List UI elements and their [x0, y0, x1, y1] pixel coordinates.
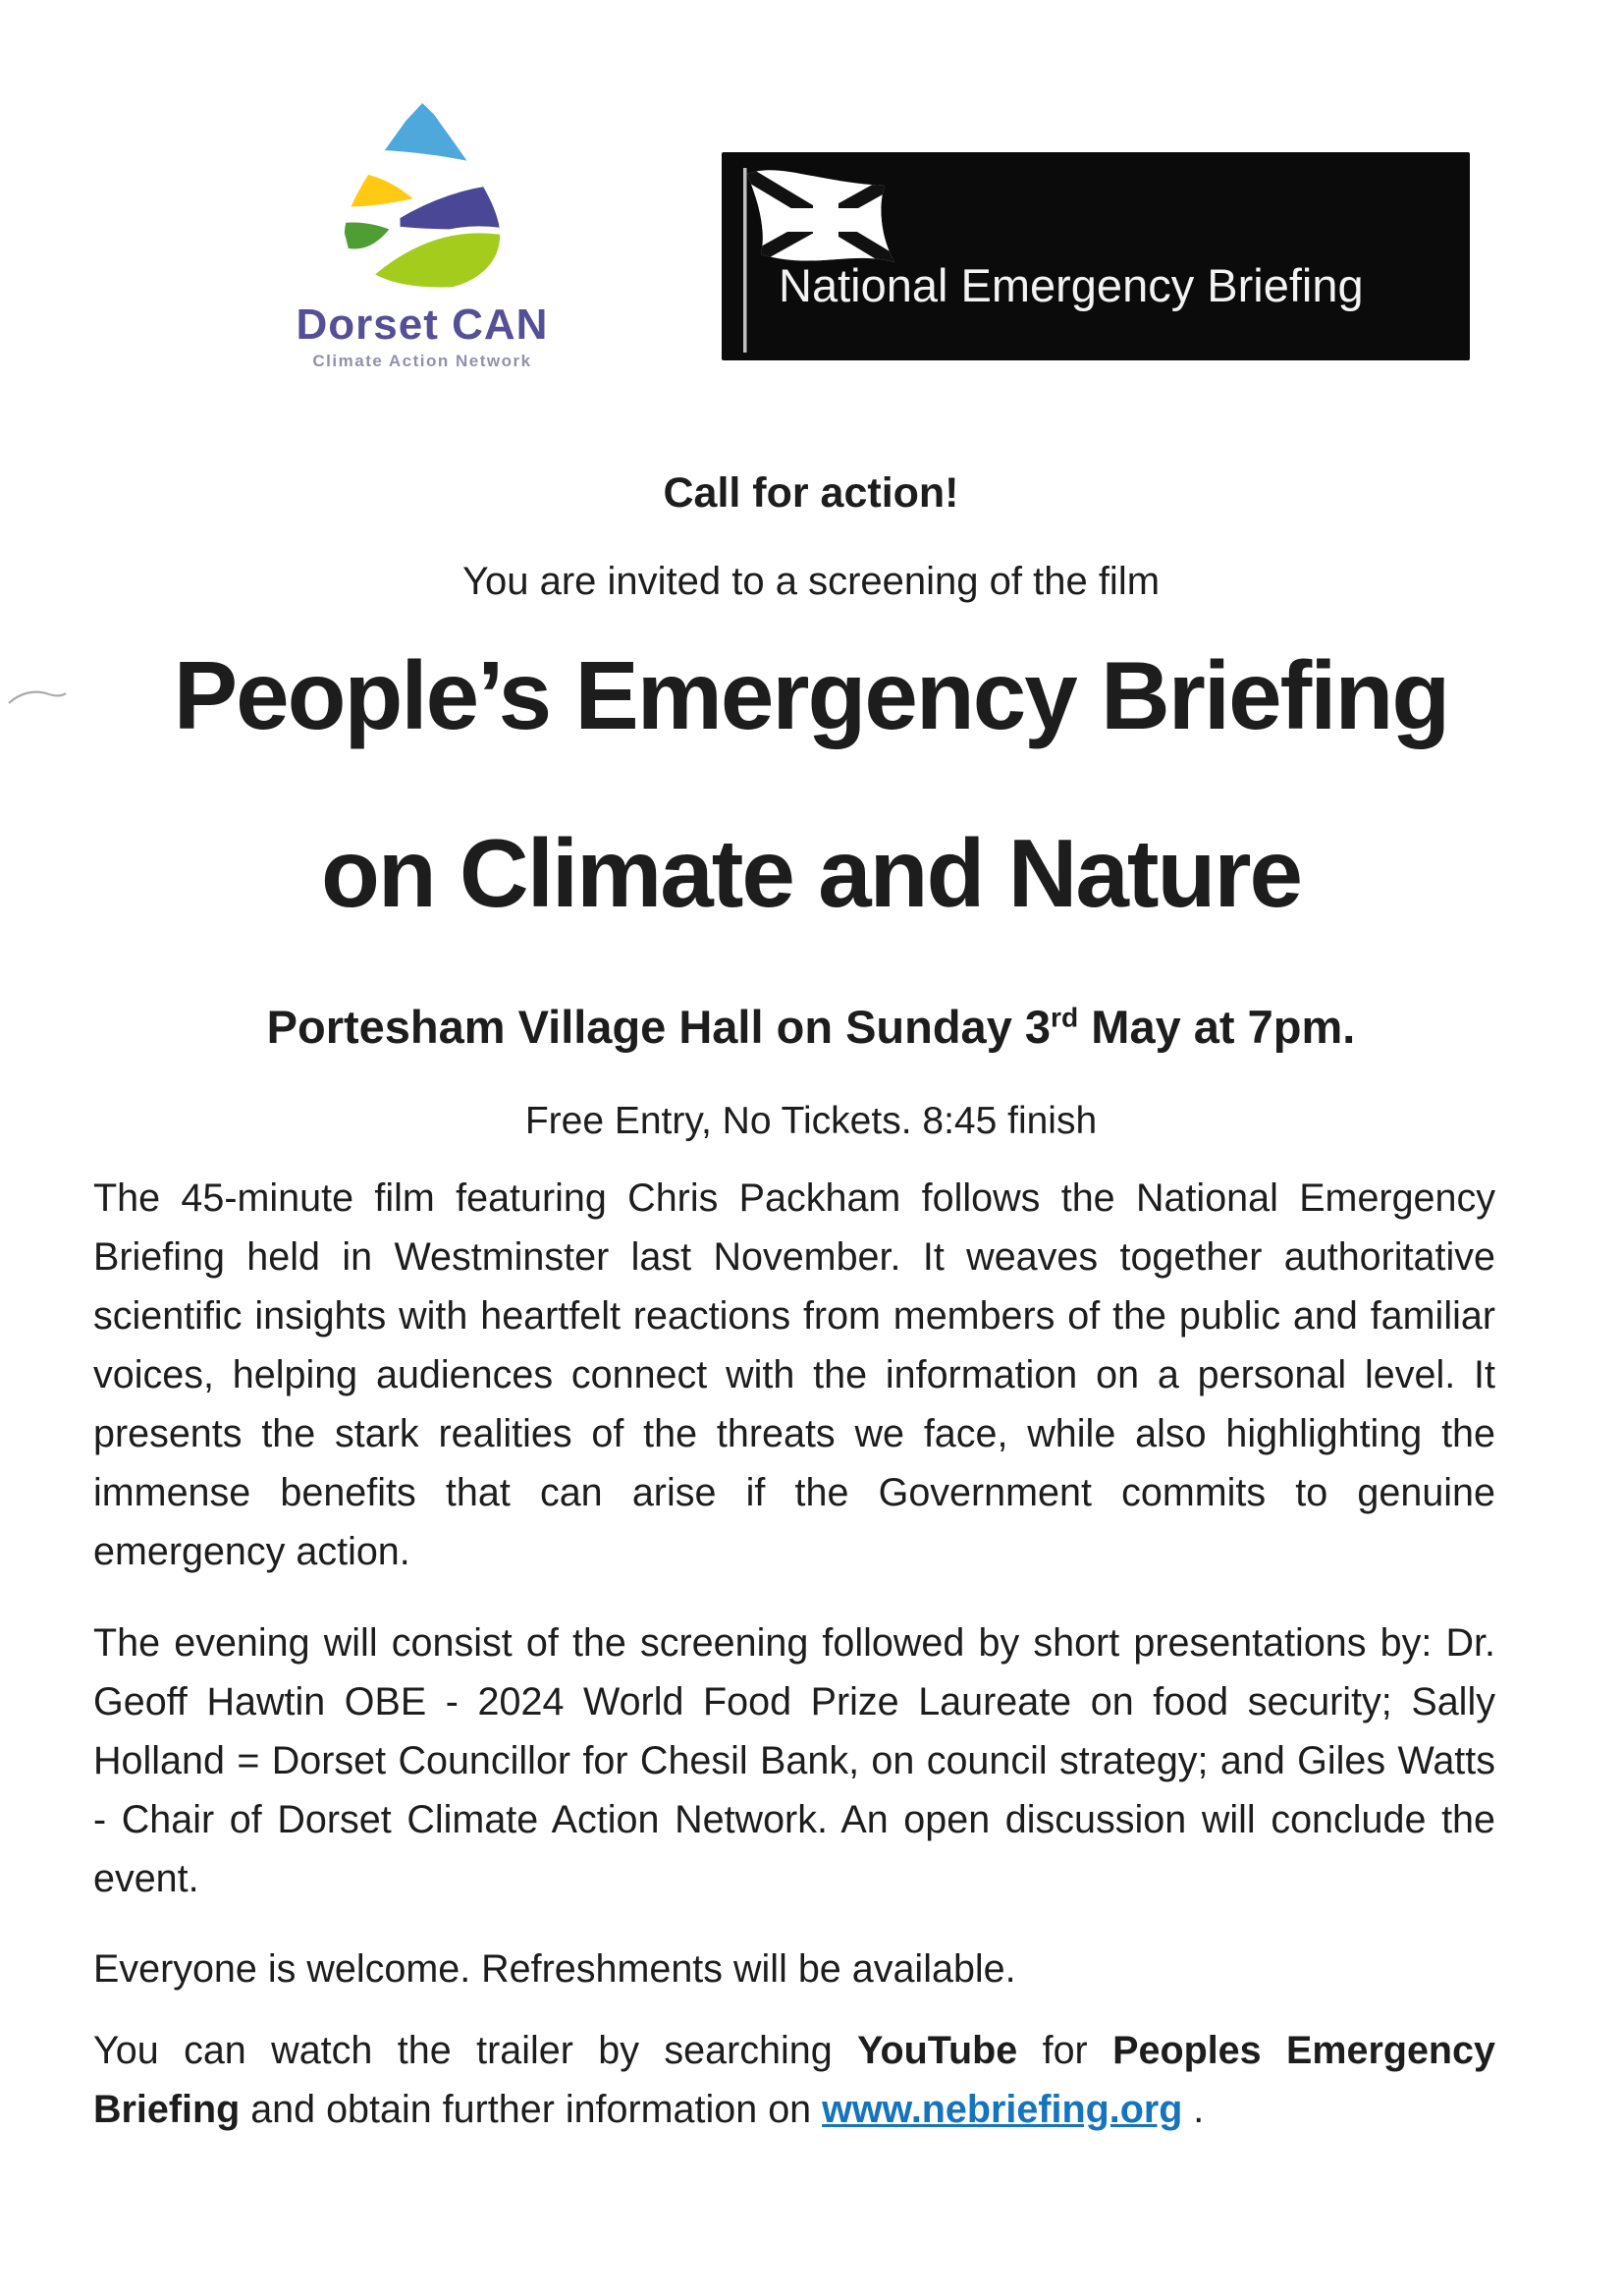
logo-segment-bottom-left	[338, 219, 395, 252]
venue-text-suffix: May at 7pm.	[1078, 1001, 1356, 1053]
logo-segment-right	[397, 181, 513, 233]
film-name-bold-text: Peoples Emergency Briefing	[93, 2029, 1495, 2131]
dorset-can-subtitle: Climate Action Network	[312, 352, 532, 370]
venue-text: Portesham Village Hall on Sunday 3	[266, 1001, 1052, 1053]
trailer-text-3: and obtain further information on	[240, 2088, 823, 2131]
trailer-text: You can watch the trailer by searching	[93, 2029, 858, 2072]
nebriefing-link[interactable]: www.nebriefing.org	[822, 2088, 1183, 2131]
invite-line: You are invited to a screening of the film	[461, 560, 1161, 603]
paragraph-film: The 45-minute film featuring Chris Packham follows the National Emergency Briefing held in Westminster last November. It weaves together authoritative scientific insights with heartfelt reactions from members of the public and familiar voices, helping audiences connect with the information on a personal level. It presents the stark realities of the threats we face, while also highlighting the immense benefits that can arise if the Government commits to genuine emergency action.	[93, 1176, 1495, 1573]
youtube-bold-text: YouTube	[857, 2029, 1018, 2072]
main-title-line2: on Climate and Nature	[320, 819, 1302, 927]
trailer-text-2: for	[1017, 2029, 1113, 2072]
neb-banner-label: National Emergency Briefing	[779, 259, 1364, 311]
neb-logo-banner	[722, 152, 1470, 360]
logo-segment-bottom-right	[369, 230, 514, 291]
venue-ordinal-superscript: rd	[1051, 1001, 1079, 1033]
dorset-can-drop-icon	[324, 90, 520, 297]
paragraph-welcome: Everyone is welcome. Refreshments will be available.	[93, 1947, 1016, 1991]
dorset-can-logo	[290, 90, 555, 371]
paragraph-evening: The evening will consist of the screening followed by short presentations by: Dr. Geoff Hawtin OBE - 2024 World Food Prize Laureate on food security; Sally Holland = Dorset Councillor for Chesil Bank, on council strategy; and Giles Watts - Chair of Dorset Climate Action Network. An open discussion will conclude the event.	[93, 1621, 1495, 1900]
venue-line	[16, 1000, 1606, 1054]
logo-segment-left	[344, 169, 420, 210]
paragraph-trailer	[93, 2021, 1495, 2139]
entry-line: Free Entry, No Tickets. 8:45 finish	[524, 1100, 1098, 1142]
trailer-text-4: .	[1182, 2088, 1205, 2131]
dorset-can-wordmark: Dorset CAN	[296, 301, 549, 349]
call-for-action-heading: Call for action!	[663, 469, 959, 517]
main-title-line1: People’s Emergency Briefing	[173, 641, 1449, 749]
logo-segment-top	[371, 98, 497, 171]
